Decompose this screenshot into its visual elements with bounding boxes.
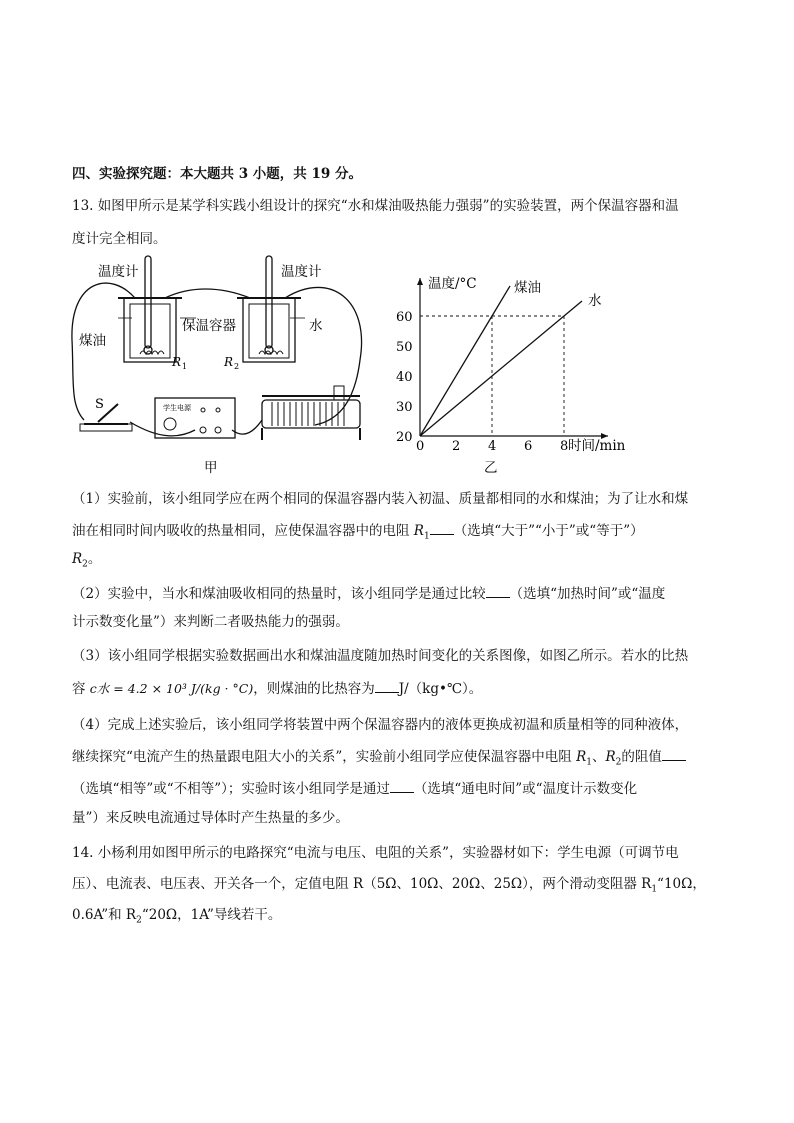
x-tick-label: 6 xyxy=(524,439,533,454)
q13-p4-line1: （4）完成上述实验后，该小组同学将装置中两个保温容器内的液体更换成初温和质量相等的同种液体， xyxy=(72,717,689,733)
water-label: 水 xyxy=(309,318,323,334)
q13-p4-line2 xyxy=(72,746,686,773)
q13-p3-formula: c水 = 4.2 × 10³ J/(kg · °C) xyxy=(89,681,254,696)
q14-line1: 14. 小杨利用如图甲所示的电路探究“电流与电压、电阻的关系”，实验器材如下：学生电源（可调节电 xyxy=(72,845,679,861)
figure-jia-apparatus xyxy=(66,252,386,477)
q14-line2-text: 压）、电流表、电压表、开关各一个，定值电阻 R（5Ω、10Ω、20Ω、25Ω），两个滑动变阻器 R xyxy=(72,876,652,892)
q13-p4-line4: 量”）来反映电流通过导体时产生热量的多少。 xyxy=(72,810,349,826)
x-tick-label: 8 xyxy=(560,439,569,454)
thermometer-label-right: 温度计 xyxy=(281,264,322,280)
q13-p3-unit: J/（kg•℃）。 xyxy=(398,681,483,697)
r1-label: R xyxy=(172,355,182,369)
q13-p1-line3 xyxy=(72,549,101,575)
q13-p2-line1 xyxy=(72,583,665,604)
switch-label: S xyxy=(95,397,104,412)
figure-yi-caption: 乙 xyxy=(484,460,498,476)
y-tick-label: 60 xyxy=(396,310,413,325)
q13-p2-text: （2）实验中，当水和煤油吸收相同的热量时，该小组同学是通过比较 xyxy=(72,586,486,602)
r2-label: R xyxy=(224,355,234,369)
series-water-line xyxy=(420,301,582,436)
q13-p4-blank2[interactable] xyxy=(390,778,414,793)
q14-line3 xyxy=(72,905,281,931)
q13-p1-line1: （1）实验前，该小组同学应在两个相同的保温容器内装入初温、质量都相同的水和煤油；为了让水和煤 xyxy=(72,491,689,507)
q13-p2-line2: 计示数变化量”）来判断二者吸热能力的强弱。 xyxy=(72,614,349,630)
x-tick-label: 2 xyxy=(452,439,461,454)
q13-p4-resistance: 的阻值 xyxy=(621,749,662,765)
q14-line3-end: “20Ω，1A”导线若干。 xyxy=(141,907,282,923)
q13-p3-blank[interactable] xyxy=(375,678,399,693)
q14-line3-sub: 2 xyxy=(136,915,142,926)
q13-p3-question: ，则煤油的比热容为 xyxy=(253,681,375,697)
q13-p4-r1-sub: 1 xyxy=(586,757,592,768)
r2-label-sub: 2 xyxy=(234,362,240,371)
figure-jia-caption: 甲 xyxy=(204,460,218,476)
q13-p4-blank1[interactable] xyxy=(662,746,686,761)
y-axis-label: 温度/°C xyxy=(428,276,477,292)
thermometer-label-left: 温度计 xyxy=(98,264,139,280)
q13-p1-options: （选填“大于”“小于”或“等于”） xyxy=(453,523,644,539)
q13-p1-text: 油在相同时间内吸收的热量相同，应使保温容器中的电阻 xyxy=(72,523,414,539)
series-water-label: 水 xyxy=(588,293,602,309)
kerosene-label: 煤油 xyxy=(79,333,106,349)
q13-p4-options: （选填“相等”或“不相等”）；实验时该小组同学是通过 xyxy=(72,781,390,797)
q13-p4-options2: （选填“通电时间”或“温度计示数变化 xyxy=(413,781,638,797)
q13-p1-r1-sub: 1 xyxy=(423,531,430,542)
x-tick-label: 0 xyxy=(416,439,425,454)
q13-p4-r2-sub: 2 xyxy=(615,757,622,768)
r1-label-sub: 1 xyxy=(182,362,188,371)
q13-p3-text: 容 xyxy=(72,681,90,697)
q13-p1-line2 xyxy=(72,520,644,547)
q14-line2-sub: 1 xyxy=(651,884,658,895)
q13-p2-blank[interactable] xyxy=(486,583,510,598)
container-label: 保温容器 xyxy=(182,318,236,334)
q13-p1-blank[interactable] xyxy=(430,520,454,535)
q13-stem-line1: 13. 如图甲所示是某学科实践小组设计的探究“水和煤油吸热能力强弱”的实验装置，两个保温容器和温 xyxy=(72,198,679,214)
q13-stem-line2: 度计完全相同。 xyxy=(72,231,167,247)
y-tick-label: 30 xyxy=(396,400,413,415)
section-title: 四、实验探究题：本大题共 3 小题，共 19 分。 xyxy=(72,166,362,182)
q13-p1-r2: R xyxy=(72,551,83,567)
q13-p1-r2-sub: 2 xyxy=(82,559,88,570)
figure-yi-chart xyxy=(394,266,630,478)
y-tick-label: 50 xyxy=(396,340,413,355)
q13-p1-end: 。 xyxy=(87,551,102,567)
y-tick-label: 40 xyxy=(396,370,413,385)
q14-line2 xyxy=(72,874,706,900)
y-tick-label: 20 xyxy=(396,430,413,445)
y-axis-arrow xyxy=(417,278,423,285)
q13-p4-sep: 、 xyxy=(592,749,606,765)
q14-line3-text: 0.6A”和 R xyxy=(72,907,137,923)
q13-p4-text: 继续探究“电流产生的热量跟电阻大小的关系”，实验前小组同学应使保温容器中电阻 xyxy=(72,749,577,765)
series-kerosene-label: 煤油 xyxy=(514,280,541,296)
q13-p3-line1: （3）该小组同学根据实验数据画出水和煤油温度随加热时间变化的关系图像，如图乙所示。若水的比热 xyxy=(72,648,689,664)
power-supply-label: 学生电源 xyxy=(163,404,191,412)
x-tick-label: 4 xyxy=(488,439,497,454)
x-axis-label: 时间/min xyxy=(568,438,626,454)
series-kerosene-line xyxy=(420,286,510,436)
q13-p4-r1: R xyxy=(576,749,587,765)
q13-p3-line2 xyxy=(72,678,482,699)
q13-p2-options: （选填“加热时间”或“温度 xyxy=(509,586,666,602)
q14-line2-end: “10Ω， xyxy=(657,876,706,892)
q13-p1-r1: R xyxy=(413,523,424,539)
q13-p4-r2: R xyxy=(605,749,616,765)
q13-p4-line3 xyxy=(72,778,637,799)
